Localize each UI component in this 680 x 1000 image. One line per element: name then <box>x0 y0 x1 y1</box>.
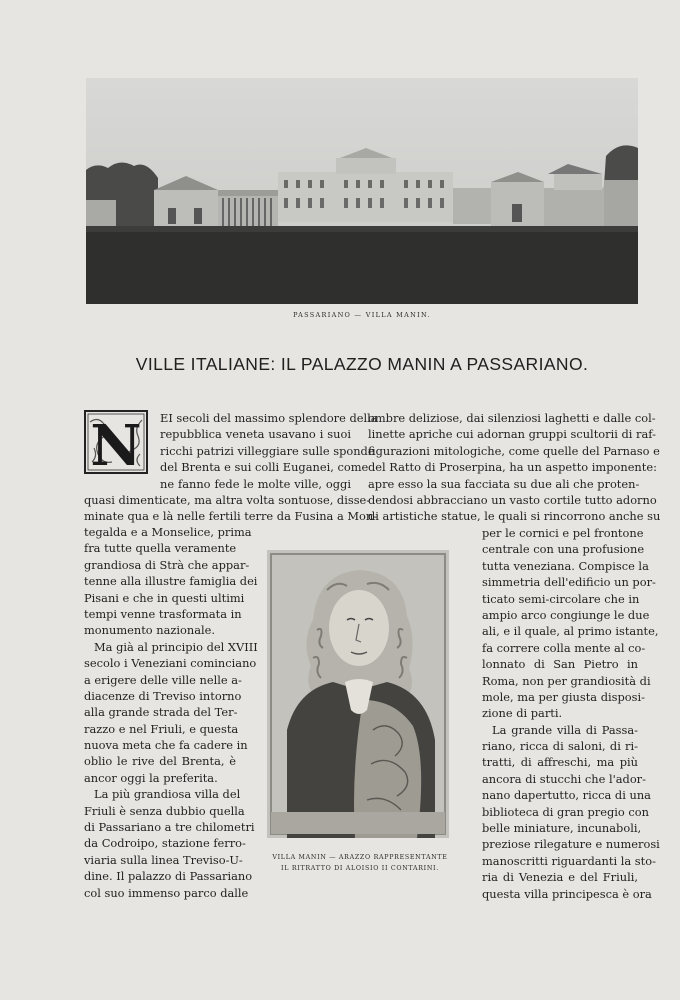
text-line: secolo i Veneziani cominciano <box>84 656 257 671</box>
text-line: zione di parti. <box>482 706 563 721</box>
text-line: lonnato di San Pietro in <box>482 657 638 672</box>
portrait-photo <box>267 550 449 838</box>
portrait-caption-line: IL RITRATTO DI ALOISIO II CONTARINI. <box>281 865 439 872</box>
text-line: figurazioni mitologiche, come quelle del Parnaso e <box>368 443 660 458</box>
text-line: ricchi patrizi villeggiare sulle sponde <box>160 443 375 458</box>
text-line: apre esso la sua facciata su due ali che proten- <box>368 476 640 491</box>
text-line: tenne alla illustre famiglia dei <box>84 574 258 589</box>
text-line: diacenze di Treviso intorno <box>84 688 242 703</box>
dropcap-letter: N <box>90 413 142 474</box>
text-line: ticato semi-circolare che in <box>482 591 640 606</box>
text-line: del Ratto di Proserpina, ha un aspetto imponente: <box>368 460 657 475</box>
left-column-narrow <box>84 524 258 901</box>
text-line: ancor oggi la preferita. <box>84 770 218 785</box>
text-line: La grande villa di Passa- <box>492 722 638 737</box>
text-line: dine. Il palazzo di Passariano <box>84 869 253 884</box>
text-line: ombre deliziose, dai silenziosi laghetti e dalle col- <box>368 411 656 425</box>
text-line: tempi venne trasformata in <box>84 606 242 621</box>
text-line: da Codroipo, stazione ferro- <box>84 836 246 851</box>
text-line: EI secoli del massimo splendore della <box>160 411 378 425</box>
text-line: fa correre colla mente al co- <box>482 640 646 655</box>
text-line: biblioteca di gran pregio con <box>482 804 649 819</box>
villa-manin-photo <box>86 78 638 304</box>
text-line: manoscritti riguardanti la sto- <box>482 853 656 868</box>
text-line: fra tutte quella veramente <box>84 541 237 556</box>
top-photo-caption: PASSARIANO — VILLA MANIN. <box>293 311 431 319</box>
text-line: ampio arco congiunge le due <box>482 607 650 622</box>
text-line: repubblica veneta usavano i suoi <box>160 427 351 442</box>
text-line: di Passariano a tre chilometri <box>84 820 255 835</box>
text-line: viaria sulla linea Treviso-U- <box>84 852 243 867</box>
text-line: questa villa principesca è ora <box>482 886 652 901</box>
text-line: a erigere delle ville nelle a- <box>84 672 242 687</box>
text-line: ne fanno fede le molte ville, oggi <box>160 476 351 491</box>
text-line: belle miniature, incunaboli, <box>482 821 642 836</box>
villa-manin-illustration <box>86 78 638 304</box>
text-line: mole, ma per giusta disposi- <box>482 689 645 704</box>
text-line: razzo e nel Friuli, e questa <box>84 721 239 736</box>
text-line: Roma, non per grandiosità di <box>482 673 651 688</box>
portrait-caption-line: VILLA MANIN — ARAZZO RAPPRESENTANTE <box>272 854 448 861</box>
portrait-caption <box>262 852 458 874</box>
text-line: ali, e il quale, al primo istante, <box>482 624 659 639</box>
text-line: centrale con una profusione <box>482 542 645 557</box>
text-line: preziose rilegature e numerosi <box>482 837 660 852</box>
text-line: Friuli è senza dubbio quella <box>84 803 245 818</box>
left-column-wide <box>84 492 378 525</box>
text-line: nuova meta che fa cadere in <box>84 738 248 753</box>
text-line: monumento nazionale. <box>84 623 216 638</box>
text-line: ancora di stucchi che l'ador- <box>482 771 646 786</box>
article-title: VILLE ITALIANE: IL PALAZZO MANIN A PASSARIANO. <box>135 354 589 374</box>
text-line: di artistiche statue, le quali si rincorrono anche su <box>368 509 661 524</box>
text-line: minate qua e là nelle fertili terre da Fusina a Mon- <box>84 509 378 524</box>
text-line: dendosi abbracciano un vasto cortile tutto adorno <box>368 492 657 507</box>
text-line: La più grandiosa villa del <box>94 787 241 802</box>
left-column-lead <box>160 410 378 492</box>
text-line: del Brenta e sui colli Euganei, come <box>160 460 369 475</box>
text-line: alla grande strada del Ter- <box>84 705 238 720</box>
right-column-wide <box>368 410 661 525</box>
text-line: linette apriche cui adornan gruppi scultorii di raf- <box>368 427 656 442</box>
portrait-illustration <box>267 550 449 838</box>
text-line: Ma già al principio del XVIII <box>94 639 258 654</box>
text-line: quasi dimenticate, ma altra volta sontuose, disse- <box>84 493 371 507</box>
dropcap-initial <box>84 410 148 474</box>
text-line: grandiosa di Strà che appar- <box>84 557 250 572</box>
text-line: riano, ricca di saloni, di ri- <box>482 739 638 754</box>
text-line: oblio le rive del Brenta, è <box>84 754 236 769</box>
text-line: tutta veneziana. Compisce la <box>482 558 649 573</box>
text-line: Pisani e che in questi ultimi <box>84 590 245 605</box>
text-line: ria di Venezia e del Friuli, <box>482 870 638 885</box>
text-line: tegalda e a Monselice, prima <box>84 525 252 539</box>
ornament-icon <box>84 410 148 474</box>
text-line: per le cornici e pel frontone <box>482 526 644 540</box>
right-column-narrow <box>482 525 660 902</box>
text-line: tratti, di affreschi, ma più <box>482 755 638 770</box>
text-line: nano dapertutto, ricca di una <box>482 788 651 803</box>
text-line: simmetria dell'edificio un por- <box>482 575 656 590</box>
text-line: col suo immenso parco dalle <box>84 885 249 900</box>
